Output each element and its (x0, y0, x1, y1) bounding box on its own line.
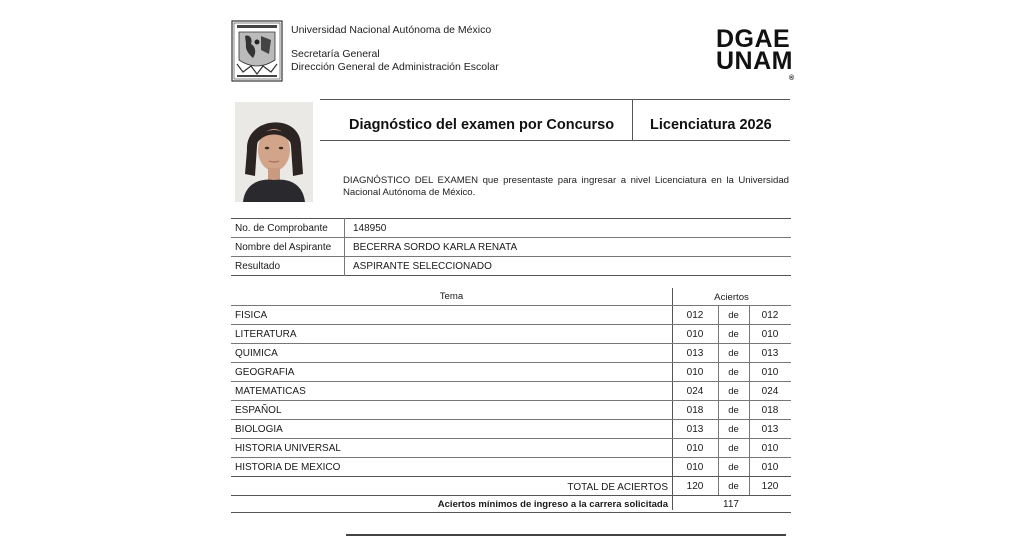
row-de: de (728, 386, 739, 397)
title-divider (632, 99, 633, 141)
logo-line-dgae: DGAE (716, 25, 791, 53)
row-total: 024 (761, 386, 779, 397)
row-tema: MATEMATICAS (235, 386, 306, 397)
row-obtenidos: 024 (686, 386, 704, 397)
table-row (231, 401, 791, 420)
row-tema: LITERATURA (235, 329, 297, 340)
row-de: de (728, 329, 739, 340)
row-de: de (728, 348, 739, 359)
info-label: Nombre del Aspirante (235, 242, 332, 253)
institution-header (291, 24, 499, 74)
row-total: 013 (761, 348, 779, 359)
row-obtenidos: 012 (686, 310, 704, 321)
info-label: Resultado (235, 261, 281, 272)
minimo-value: 117 (723, 499, 739, 510)
intro-paragraph: DIAGNÓSTICO DEL EXAMEN que presentaste para ingresar a nivel Licenciatura en la Universidad Nacional Autónoma de México. (343, 175, 789, 198)
row-de: de (728, 405, 739, 416)
info-value: ASPIRANTE SELECCIONADO (353, 261, 492, 272)
table-row (231, 420, 791, 439)
info-bottom-rule (231, 275, 791, 276)
exam-title: Diagnóstico del examen por Concurso (349, 117, 615, 133)
table-row (231, 306, 791, 325)
row-tema: FISICA (235, 310, 268, 321)
row-tema: ESPAÑOL (235, 405, 282, 416)
row-de: de (728, 367, 739, 378)
table-bottom-rule (231, 512, 791, 513)
table-row (231, 382, 791, 401)
row-tema: QUIMICA (235, 348, 278, 359)
registered-mark: ® (789, 75, 795, 82)
title-bottom-rule (320, 140, 790, 141)
dgae-unam-logo (716, 25, 795, 82)
total-obtenidos: 120 (686, 481, 704, 492)
table-row (231, 344, 791, 363)
row-total: 013 (761, 424, 779, 435)
info-value: 148950 (353, 223, 387, 234)
row-obtenidos: 013 (686, 348, 704, 359)
row-total: 018 (761, 405, 779, 416)
title-top-rule (320, 99, 790, 100)
row-tema: HISTORIA UNIVERSAL (235, 443, 341, 454)
row-de: de (728, 462, 739, 473)
row-de: de (728, 443, 739, 454)
applicant-photo (235, 102, 313, 202)
total-row (231, 477, 791, 496)
total-de: de (728, 481, 739, 492)
logo-line-unam: UNAM (716, 47, 793, 75)
info-row-resultado (231, 257, 791, 276)
row-total: 010 (761, 443, 779, 454)
row-total: 012 (761, 310, 779, 321)
secretaria-name: Secretaría General (291, 48, 380, 60)
university-name: Universidad Nacional Autónoma de México (291, 24, 492, 36)
row-tema: BIOLOGIA (235, 424, 283, 435)
total-label: TOTAL DE ACIERTOS (567, 482, 668, 493)
row-obtenidos: 010 (686, 367, 704, 378)
info-row-nombre (231, 238, 791, 257)
footer-rule (346, 534, 786, 536)
row-tema: HISTORIA DE MEXICO (235, 462, 341, 473)
total-rule (231, 495, 791, 496)
info-label: No. de Comprobante (235, 223, 328, 234)
row-tema: GEOGRAFIA (235, 367, 295, 378)
table-row (231, 363, 791, 382)
level-title: Licenciatura 2026 (650, 117, 772, 133)
row-obtenidos: 010 (686, 443, 704, 454)
col-header-tema: Tema (439, 291, 464, 302)
minimo-label: Aciertos mínimos de ingreso a la carrera solicitada (437, 499, 668, 510)
table-row (231, 439, 791, 458)
direccion-name: Dirección General de Administración Escolar (291, 61, 499, 73)
row-obtenidos: 013 (686, 424, 704, 435)
row-de: de (728, 310, 739, 321)
row-total: 010 (761, 329, 779, 340)
row-total: 010 (761, 367, 779, 378)
applicant-portrait-icon (235, 102, 313, 202)
info-row-comprobante (231, 219, 791, 238)
row-obtenidos: 010 (686, 462, 704, 473)
row-obtenidos: 018 (686, 405, 704, 416)
unam-seal-icon (231, 20, 283, 82)
table-row (231, 325, 791, 344)
info-column-divider (344, 218, 345, 276)
total-max: 120 (761, 481, 779, 492)
col-header-aciertos: Aciertos (714, 292, 749, 303)
row-obtenidos: 010 (686, 329, 704, 340)
row-total: 010 (761, 462, 779, 473)
info-value: BECERRA SORDO KARLA RENATA (353, 242, 518, 253)
row-de: de (728, 424, 739, 435)
table-row (231, 458, 791, 477)
